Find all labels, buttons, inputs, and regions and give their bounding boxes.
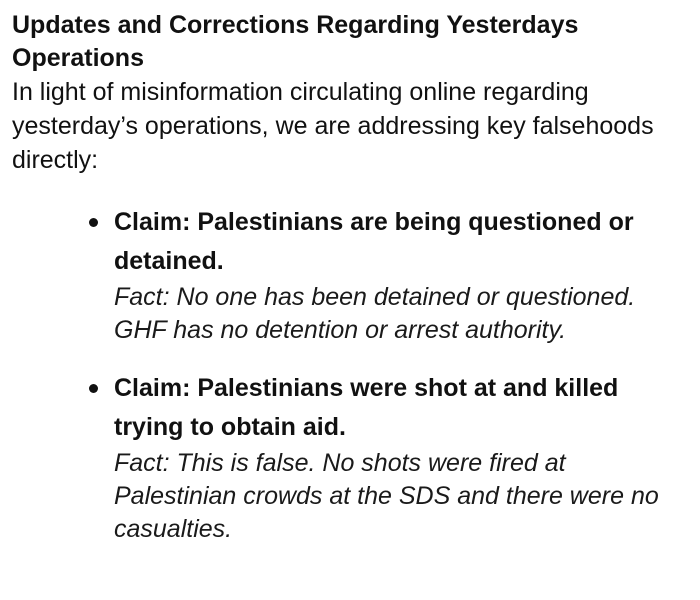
claims-list [12, 203, 690, 546]
claim-text: Claim: Palestinians were shot at and killed trying to obtain aid. [114, 374, 619, 441]
fact-text: Fact: No one has been detained or questioned. GHF has no detention or arrest authority. [114, 283, 636, 344]
bullet-icon [89, 384, 98, 393]
claim-text: Claim: Palestinians are being questioned or detained. [114, 208, 634, 275]
article-title: Updates and Corrections Regarding Yesterdays Operations [12, 11, 579, 72]
bullet-icon [89, 218, 98, 227]
fact-text: Fact: This is false. No shots were fired at Palestinian crowds at the SDS and there were no casualties. [114, 449, 659, 543]
article-intro: In light of misinformation circulating online regarding yesterday’s operations, we are addressing key falsehoods directly: [12, 78, 654, 174]
list-item [114, 369, 690, 546]
list-item [114, 203, 690, 347]
